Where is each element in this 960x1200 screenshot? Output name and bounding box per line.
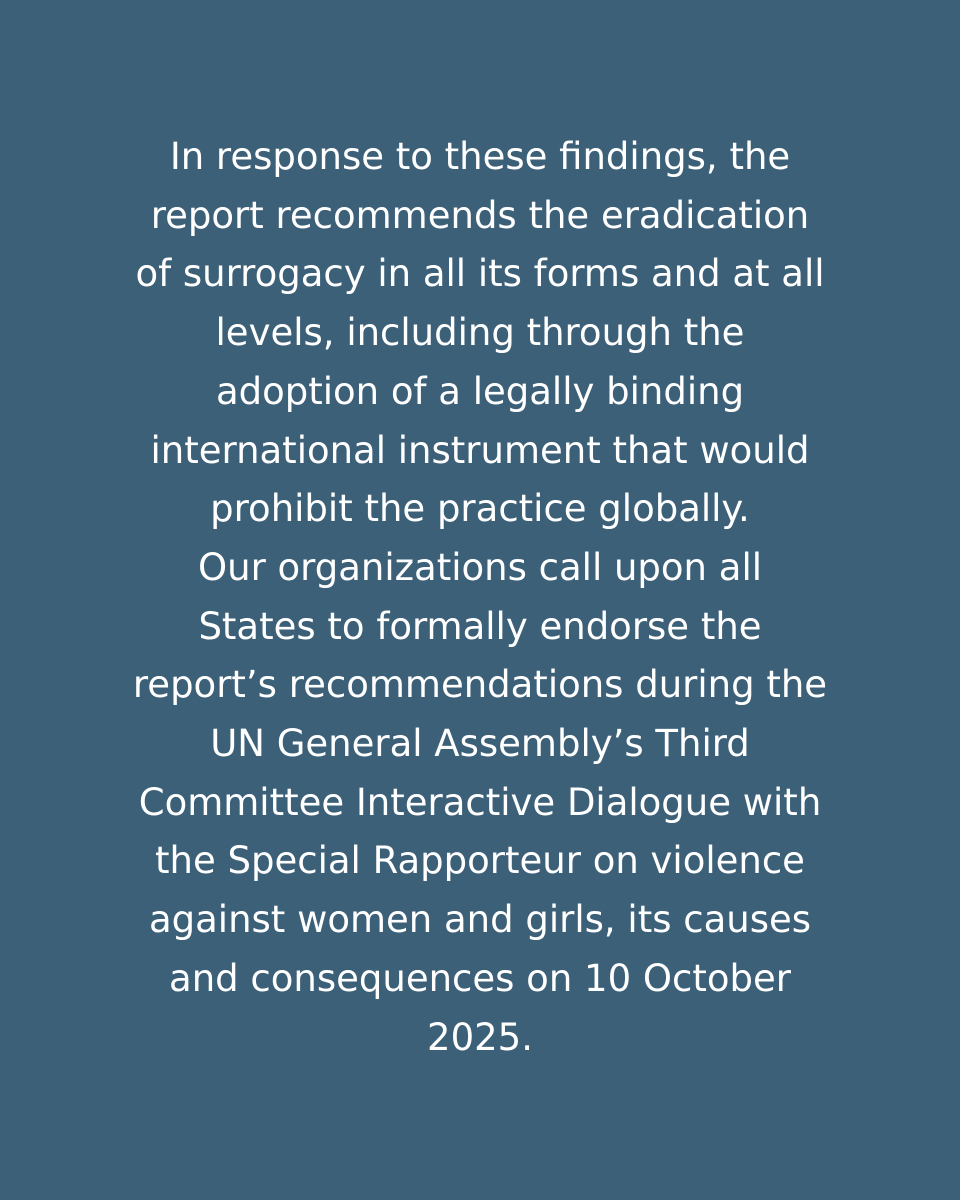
text-line: UN General Assembly’s Third <box>210 722 750 766</box>
text-line: Committee Interactive Dialogue with <box>138 780 822 824</box>
text-line: levels, including through the <box>215 311 745 355</box>
text-line: In response to these findings, the <box>169 135 791 178</box>
text-line: international instrument that would <box>150 428 810 472</box>
text-line: report recommends the eradication <box>150 193 810 237</box>
text-line: States to formally endorse the <box>198 604 762 648</box>
text-line: prohibit the practice globally. <box>210 487 750 531</box>
text-line: 2025. <box>427 1015 533 1059</box>
text-line: adoption of a legally binding <box>215 369 745 413</box>
text-line: of surrogacy in all its forms and at all <box>135 252 825 296</box>
text-line: the Special Rapporteur on violence <box>155 839 805 883</box>
statement-text <box>60 128 900 1067</box>
text-line: and consequences on 10 October <box>169 956 791 1000</box>
text-line: report’s recommendations during the <box>132 663 828 707</box>
text-line: against women and girls, its causes <box>148 898 812 942</box>
text-line: Our organizations call upon all <box>198 545 762 589</box>
